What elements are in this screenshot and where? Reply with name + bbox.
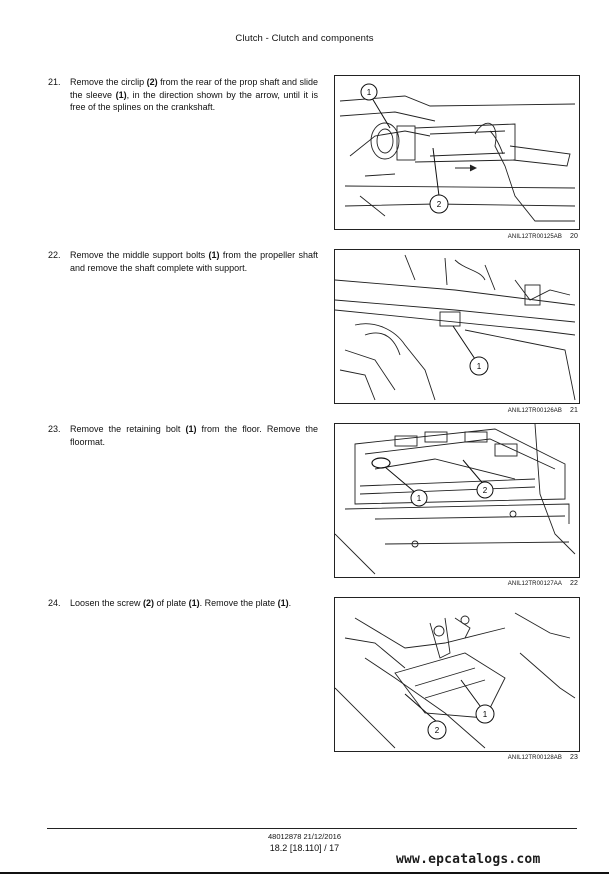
callout-label: 2 xyxy=(434,726,440,735)
callout-label: 1 xyxy=(476,362,482,371)
step-number: 22. xyxy=(48,250,61,260)
figure-prop-shaft-circlip xyxy=(334,75,580,230)
callout-label: 2 xyxy=(436,200,442,209)
callout-label: 1 xyxy=(416,494,422,503)
step-instruction: Remove the circlip (2) from the rear of the prop shaft and slide the sleeve (1), in the direction shown by the arrow, until it is free of the splines on the crankshaft. xyxy=(70,77,318,112)
step-number: 24. xyxy=(48,598,61,608)
step-instruction: Loosen the screw (2) of plate (1). Remove the plate (1). xyxy=(70,598,292,608)
step-number: 23. xyxy=(48,424,61,434)
page-title: Clutch - Clutch and components xyxy=(235,33,374,44)
callout-label: 1 xyxy=(366,88,372,97)
step-22 xyxy=(48,249,318,274)
step-instruction: Remove the retaining bolt (1) from the floor. Remove the floormat. xyxy=(70,424,318,447)
figure-support-bolts xyxy=(334,249,580,404)
figure-floormat xyxy=(334,423,580,578)
figure-caption: ANIL12TR00128AB 23 xyxy=(507,754,578,761)
footer-document-ref: 48012878 21/12/2016 xyxy=(268,832,341,841)
footer-divider xyxy=(47,828,577,829)
figure-plate-screw xyxy=(334,597,580,752)
figure-caption: ANIL12TR00125AB 20 xyxy=(507,233,578,240)
figure-caption: ANIL12TR00127AA 22 xyxy=(507,580,578,587)
step-23 xyxy=(48,423,318,448)
step-21 xyxy=(48,76,318,114)
step-instruction: Remove the middle support bolts (1) from the propeller shaft and remove the shaft complete with support. xyxy=(70,250,318,273)
callout-label: 2 xyxy=(482,486,488,495)
step-number: 21. xyxy=(48,77,61,87)
step-24 xyxy=(48,597,318,610)
watermark: www.epcatalogs.com xyxy=(396,852,541,867)
footer-page-ref: 18.2 [18.110] / 17 xyxy=(269,843,340,853)
callout-label: 1 xyxy=(482,710,488,719)
figure-caption: ANIL12TR00126AB 21 xyxy=(507,407,578,414)
bottom-rule xyxy=(0,872,609,874)
